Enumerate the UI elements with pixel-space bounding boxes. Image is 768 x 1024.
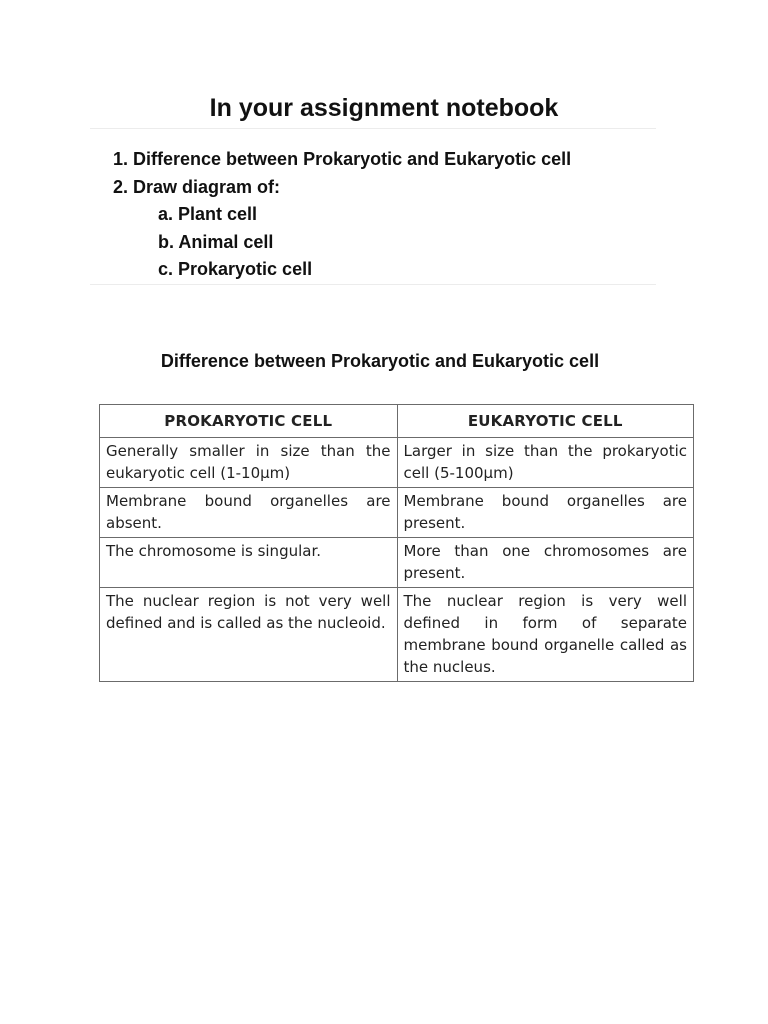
column-header-eukaryotic: EUKARYOTIC CELL [397, 405, 693, 438]
table-cell: Membrane bound organelles are present. [397, 488, 693, 538]
assignment-item-1: 1. Difference between Prokaryotic and Eukaryotic cell [113, 149, 572, 169]
table-cell: The chromosome is singular. [100, 538, 398, 588]
table-row [100, 438, 694, 488]
table-row [100, 488, 694, 538]
sub-item-animal-cell: b. Animal cell [158, 231, 274, 252]
assignment-item-2 [113, 174, 571, 284]
table-row [100, 588, 694, 682]
sub-item-plant-cell: a. Plant cell [158, 204, 258, 224]
table-cell: Larger in size than the prokaryotic cell (5-100μm) [397, 438, 693, 488]
table-cell: Membrane bound organelles are absent. [100, 488, 398, 538]
assignment-list [113, 146, 571, 284]
sub-item-prokaryotic-cell: c. Prokaryotic cell [158, 259, 313, 279]
table-header-row [100, 405, 694, 438]
diagram-sub-list [113, 201, 571, 284]
divider-top [90, 128, 656, 129]
table-cell: The nuclear region is very well defined in form of separate membrane bound organelle called as the nucleus. [397, 588, 693, 682]
table-row [100, 538, 694, 588]
page-title: In your assignment notebook [209, 94, 559, 122]
comparison-table [99, 404, 694, 682]
divider-bottom [90, 284, 656, 285]
table-cell: More than one chromosomes are present. [397, 538, 693, 588]
assignment-item-2-label: 2. Draw diagram of: [113, 176, 281, 197]
table-cell: Generally smaller in size than the eukaryotic cell (1-10μm) [100, 438, 398, 488]
section-heading: Difference between Prokaryotic and Eukaryotic cell [160, 351, 600, 371]
table-cell: The nuclear region is not very well defined and is called as the nucleoid. [100, 588, 398, 682]
column-header-prokaryotic: PROKARYOTIC CELL [100, 405, 398, 438]
